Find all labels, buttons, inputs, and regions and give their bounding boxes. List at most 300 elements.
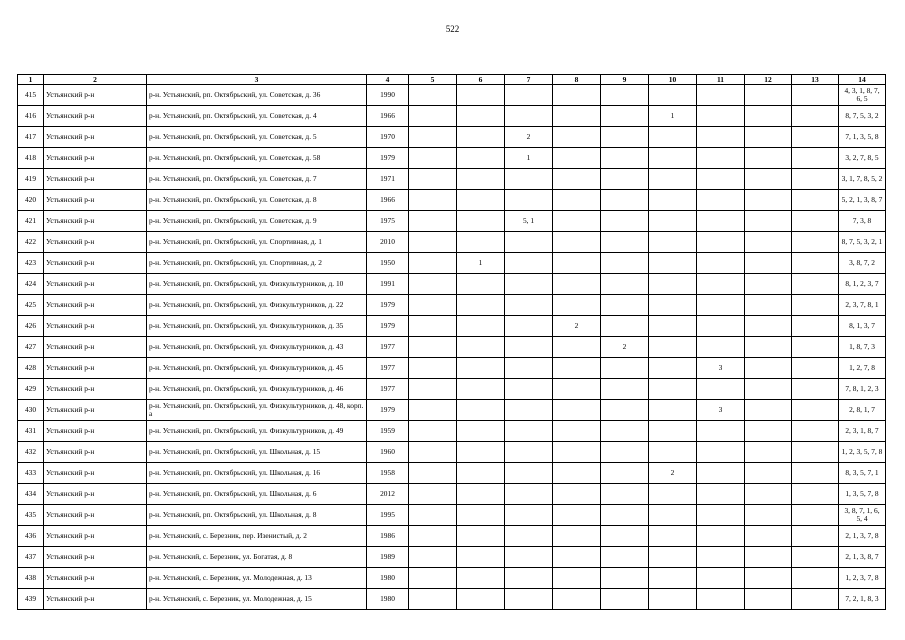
col13-cell [792, 211, 839, 232]
col11-cell [697, 442, 745, 463]
district-cell: Устьянский р-н [44, 463, 147, 484]
address-cell: р-н. Устьянский, рп. Октябрьский, ул. Спортивная, д. 1 [147, 232, 367, 253]
col8-cell [553, 589, 601, 610]
column-header-10: 10 [649, 75, 697, 85]
col12-cell [745, 148, 792, 169]
col5-cell [409, 379, 457, 400]
col13-cell [792, 421, 839, 442]
row-number-cell: 438 [18, 568, 44, 589]
col12-cell [745, 547, 792, 568]
col5-cell [409, 442, 457, 463]
table-row [18, 316, 886, 337]
col10-cell [649, 85, 697, 106]
col10-cell [649, 358, 697, 379]
col6-cell [457, 505, 505, 526]
column-header-11: 11 [697, 75, 745, 85]
year-cell: 1980 [367, 589, 409, 610]
col11-cell [697, 379, 745, 400]
col12-cell [745, 127, 792, 148]
data-table [17, 74, 886, 610]
col10-cell [649, 169, 697, 190]
col9-cell [601, 127, 649, 148]
district-cell: Устьянский р-н [44, 232, 147, 253]
col7-cell [505, 379, 553, 400]
address-cell: р-н. Устьянский, рп. Октябрьский, ул. Физкультурников, д. 10 [147, 274, 367, 295]
year-cell: 1975 [367, 211, 409, 232]
district-cell: Устьянский р-н [44, 442, 147, 463]
col13-cell [792, 484, 839, 505]
col9-cell: 2 [601, 337, 649, 358]
table-row [18, 379, 886, 400]
district-cell: Устьянский р-н [44, 148, 147, 169]
col13-cell [792, 589, 839, 610]
col5-cell [409, 463, 457, 484]
col6-cell [457, 526, 505, 547]
district-cell: Устьянский р-н [44, 358, 147, 379]
col7-cell [505, 400, 553, 421]
col10-cell [649, 211, 697, 232]
col8-cell [553, 547, 601, 568]
table-row [18, 526, 886, 547]
col14-cell: 3, 8, 7, 2 [839, 253, 886, 274]
col7-cell [505, 232, 553, 253]
column-header-1: 1 [18, 75, 44, 85]
row-number-cell: 429 [18, 379, 44, 400]
col13-cell [792, 295, 839, 316]
col5-cell [409, 421, 457, 442]
col6-cell [457, 547, 505, 568]
col14-cell: 1, 2, 7, 8 [839, 358, 886, 379]
col5-cell [409, 295, 457, 316]
col10-cell [649, 568, 697, 589]
col14-cell: 8, 1, 3, 7 [839, 316, 886, 337]
district-cell: Устьянский р-н [44, 106, 147, 127]
col12-cell [745, 106, 792, 127]
col7-cell [505, 316, 553, 337]
row-number-cell: 439 [18, 589, 44, 610]
row-number-cell: 428 [18, 358, 44, 379]
col12-cell [745, 85, 792, 106]
col14-cell: 3, 2, 7, 8, 5 [839, 148, 886, 169]
row-number-cell: 416 [18, 106, 44, 127]
col5-cell [409, 358, 457, 379]
col6-cell [457, 568, 505, 589]
col7-cell [505, 85, 553, 106]
col11-cell [697, 484, 745, 505]
col13-cell [792, 505, 839, 526]
col6-cell [457, 127, 505, 148]
col7-cell [505, 505, 553, 526]
column-header-7: 7 [505, 75, 553, 85]
col11-cell [697, 190, 745, 211]
district-cell: Устьянский р-н [44, 484, 147, 505]
col9-cell [601, 211, 649, 232]
col12-cell [745, 274, 792, 295]
col9-cell [601, 442, 649, 463]
col6-cell [457, 421, 505, 442]
col9-cell [601, 316, 649, 337]
col12-cell [745, 421, 792, 442]
col9-cell [601, 190, 649, 211]
district-cell: Устьянский р-н [44, 169, 147, 190]
address-cell: р-н. Устьянский, рп. Октябрьский, ул. Физкультурников, д. 43 [147, 337, 367, 358]
row-number-cell: 417 [18, 127, 44, 148]
address-cell: р-н. Устьянский, рп. Октябрьский, ул. Физкультурников, д. 22 [147, 295, 367, 316]
col9-cell [601, 274, 649, 295]
col6-cell [457, 484, 505, 505]
col14-cell: 7, 8, 1, 2, 3 [839, 379, 886, 400]
row-number-cell: 421 [18, 211, 44, 232]
col6-cell [457, 190, 505, 211]
col7-cell [505, 190, 553, 211]
col11-cell [697, 568, 745, 589]
col14-cell: 2, 3, 7, 8, 1 [839, 295, 886, 316]
col14-cell: 2, 1, 3, 8, 7 [839, 547, 886, 568]
col11-cell [697, 106, 745, 127]
year-cell: 1970 [367, 127, 409, 148]
col8-cell [553, 463, 601, 484]
col8-cell [553, 169, 601, 190]
col13-cell [792, 400, 839, 421]
col11-cell [697, 232, 745, 253]
col11-cell [697, 295, 745, 316]
col9-cell [601, 85, 649, 106]
district-cell: Устьянский р-н [44, 547, 147, 568]
col5-cell [409, 253, 457, 274]
col8-cell [553, 484, 601, 505]
row-number-cell: 418 [18, 148, 44, 169]
year-cell: 1977 [367, 379, 409, 400]
col11-cell [697, 337, 745, 358]
col8-cell [553, 274, 601, 295]
col9-cell [601, 589, 649, 610]
col9-cell [601, 169, 649, 190]
col8-cell [553, 400, 601, 421]
col5-cell [409, 547, 457, 568]
address-cell: р-н. Устьянский, с. Березник, ул. Молодежная, д. 13 [147, 568, 367, 589]
district-cell: Устьянский р-н [44, 274, 147, 295]
col10-cell [649, 232, 697, 253]
col7-cell [505, 526, 553, 547]
row-number-cell: 433 [18, 463, 44, 484]
col8-cell [553, 505, 601, 526]
row-number-cell: 426 [18, 316, 44, 337]
col12-cell [745, 169, 792, 190]
table-row [18, 589, 886, 610]
col11-cell [697, 169, 745, 190]
address-cell: р-н. Устьянский, рп. Октябрьский, ул. Физкультурников, д. 35 [147, 316, 367, 337]
col6-cell [457, 232, 505, 253]
address-cell: р-н. Устьянский, рп. Октябрьский, ул. Советская, д. 9 [147, 211, 367, 232]
col12-cell [745, 316, 792, 337]
col13-cell [792, 526, 839, 547]
col6-cell [457, 316, 505, 337]
address-cell: р-н. Устьянский, рп. Октябрьский, ул. Советская, д. 7 [147, 169, 367, 190]
table-row [18, 358, 886, 379]
col5-cell [409, 400, 457, 421]
col5-cell [409, 169, 457, 190]
col14-cell: 1, 2, 3, 5, 7, 8 [839, 442, 886, 463]
col5-cell [409, 568, 457, 589]
col14-cell: 3, 8, 7, 1, 6, 5, 4 [839, 505, 886, 526]
col5-cell [409, 232, 457, 253]
col13-cell [792, 106, 839, 127]
col14-cell: 1, 2, 3, 7, 8 [839, 568, 886, 589]
address-cell: р-н. Устьянский, с. Березник, ул. Молодежная, д. 15 [147, 589, 367, 610]
col11-cell [697, 127, 745, 148]
col9-cell [601, 232, 649, 253]
col5-cell [409, 106, 457, 127]
column-header-9: 9 [601, 75, 649, 85]
col10-cell [649, 379, 697, 400]
table-row [18, 274, 886, 295]
col10-cell [649, 421, 697, 442]
district-cell: Устьянский р-н [44, 505, 147, 526]
col6-cell [457, 400, 505, 421]
district-cell: Устьянский р-н [44, 127, 147, 148]
col11-cell [697, 589, 745, 610]
address-cell: р-н. Устьянский, рп. Октябрьский, ул. Физкультурников, д. 48, корп. а [147, 400, 367, 421]
column-header-13: 13 [792, 75, 839, 85]
address-cell: р-н. Устьянский, рп. Октябрьский, ул. Школьная, д. 8 [147, 505, 367, 526]
col8-cell: 2 [553, 316, 601, 337]
col14-cell: 7, 1, 3, 5, 8 [839, 127, 886, 148]
col10-cell [649, 526, 697, 547]
col8-cell [553, 526, 601, 547]
col7-cell: 5, 1 [505, 211, 553, 232]
col9-cell [601, 295, 649, 316]
column-header-5: 5 [409, 75, 457, 85]
col12-cell [745, 568, 792, 589]
col11-cell [697, 316, 745, 337]
col8-cell [553, 106, 601, 127]
col12-cell [745, 211, 792, 232]
row-number-cell: 430 [18, 400, 44, 421]
col11-cell [697, 463, 745, 484]
row-number-cell: 422 [18, 232, 44, 253]
year-cell: 1979 [367, 316, 409, 337]
col12-cell [745, 589, 792, 610]
col9-cell [601, 505, 649, 526]
table-row [18, 85, 886, 106]
col8-cell [553, 232, 601, 253]
table-row [18, 148, 886, 169]
table-row [18, 253, 886, 274]
year-cell: 1977 [367, 358, 409, 379]
col10-cell [649, 484, 697, 505]
col14-cell: 8, 7, 5, 3, 2 [839, 106, 886, 127]
col14-cell: 5, 2, 1, 3, 8, 7 [839, 190, 886, 211]
col7-cell [505, 547, 553, 568]
district-cell: Устьянский р-н [44, 211, 147, 232]
year-cell: 1979 [367, 400, 409, 421]
col9-cell [601, 568, 649, 589]
year-cell: 2012 [367, 484, 409, 505]
col8-cell [553, 148, 601, 169]
table-row [18, 295, 886, 316]
col13-cell [792, 232, 839, 253]
address-cell: р-н. Устьянский, рп. Октябрьский, ул. Советская, д. 58 [147, 148, 367, 169]
col14-cell: 3, 1, 7, 8, 5, 2 [839, 169, 886, 190]
address-cell: р-н. Устьянский, рп. Октябрьский, ул. Советская, д. 8 [147, 190, 367, 211]
col7-cell [505, 337, 553, 358]
col6-cell [457, 274, 505, 295]
col13-cell [792, 169, 839, 190]
col14-cell: 8, 1, 2, 3, 7 [839, 274, 886, 295]
col7-cell [505, 169, 553, 190]
address-cell: р-н. Устьянский, с. Березник, пер. Изенистый, д. 2 [147, 526, 367, 547]
year-cell: 1966 [367, 190, 409, 211]
col10-cell [649, 442, 697, 463]
district-cell: Устьянский р-н [44, 295, 147, 316]
address-cell: р-н. Устьянский, рп. Октябрьский, ул. Физкультурников, д. 49 [147, 421, 367, 442]
col5-cell [409, 148, 457, 169]
year-cell: 2010 [367, 232, 409, 253]
row-number-cell: 432 [18, 442, 44, 463]
col7-cell [505, 295, 553, 316]
col9-cell [601, 421, 649, 442]
address-cell: р-н. Устьянский, рп. Октябрьский, ул. Школьная, д. 15 [147, 442, 367, 463]
year-cell: 1989 [367, 547, 409, 568]
col13-cell [792, 337, 839, 358]
address-cell: р-н. Устьянский, рп. Октябрьский, ул. Советская, д. 36 [147, 85, 367, 106]
col9-cell [601, 106, 649, 127]
col9-cell [601, 484, 649, 505]
col7-cell [505, 463, 553, 484]
year-cell: 1995 [367, 505, 409, 526]
table-row [18, 442, 886, 463]
table-row [18, 505, 886, 526]
district-cell: Устьянский р-н [44, 400, 147, 421]
col10-cell [649, 400, 697, 421]
col7-cell [505, 568, 553, 589]
district-cell: Устьянский р-н [44, 589, 147, 610]
col7-cell [505, 442, 553, 463]
col8-cell [553, 421, 601, 442]
address-cell: р-н. Устьянский, рп. Октябрьский, ул. Физкультурников, д. 45 [147, 358, 367, 379]
col8-cell [553, 295, 601, 316]
col6-cell [457, 337, 505, 358]
col12-cell [745, 190, 792, 211]
col13-cell [792, 568, 839, 589]
col7-cell [505, 253, 553, 274]
column-header-14: 14 [839, 75, 886, 85]
col5-cell [409, 316, 457, 337]
col12-cell [745, 442, 792, 463]
col13-cell [792, 547, 839, 568]
col14-cell: 7, 2, 1, 8, 3 [839, 589, 886, 610]
year-cell: 1950 [367, 253, 409, 274]
col13-cell [792, 127, 839, 148]
address-cell: р-н. Устьянский, с. Березник, ул. Богатая, д. 8 [147, 547, 367, 568]
col13-cell [792, 253, 839, 274]
district-cell: Устьянский р-н [44, 421, 147, 442]
col10-cell [649, 337, 697, 358]
col9-cell [601, 358, 649, 379]
col11-cell [697, 211, 745, 232]
col12-cell [745, 253, 792, 274]
col6-cell [457, 148, 505, 169]
district-cell: Устьянский р-н [44, 190, 147, 211]
table-row [18, 232, 886, 253]
col12-cell [745, 358, 792, 379]
col10-cell [649, 190, 697, 211]
col9-cell [601, 379, 649, 400]
col5-cell [409, 211, 457, 232]
table-row [18, 463, 886, 484]
col9-cell [601, 463, 649, 484]
col10-cell [649, 148, 697, 169]
col13-cell [792, 316, 839, 337]
col6-cell [457, 379, 505, 400]
col14-cell: 2, 1, 3, 7, 8 [839, 526, 886, 547]
col11-cell [697, 274, 745, 295]
col9-cell [601, 253, 649, 274]
col6-cell [457, 85, 505, 106]
col8-cell [553, 127, 601, 148]
col5-cell [409, 505, 457, 526]
header-row [18, 75, 886, 85]
column-header-4: 4 [367, 75, 409, 85]
address-cell: р-н. Устьянский, рп. Октябрьский, ул. Школьная, д. 16 [147, 463, 367, 484]
address-cell: р-н. Устьянский, рп. Октябрьский, ул. Физкультурников, д. 46 [147, 379, 367, 400]
col13-cell [792, 85, 839, 106]
col8-cell [553, 442, 601, 463]
col7-cell: 1 [505, 148, 553, 169]
col5-cell [409, 484, 457, 505]
year-cell: 1979 [367, 148, 409, 169]
col5-cell [409, 589, 457, 610]
page-number: 522 [445, 24, 460, 34]
table-row [18, 106, 886, 127]
col5-cell [409, 85, 457, 106]
column-header-8: 8 [553, 75, 601, 85]
row-number-cell: 437 [18, 547, 44, 568]
col10-cell: 2 [649, 463, 697, 484]
row-number-cell: 425 [18, 295, 44, 316]
table-row [18, 568, 886, 589]
col6-cell [457, 106, 505, 127]
col12-cell [745, 400, 792, 421]
year-cell: 1960 [367, 442, 409, 463]
col13-cell [792, 358, 839, 379]
col6-cell [457, 463, 505, 484]
col12-cell [745, 337, 792, 358]
table-row [18, 211, 886, 232]
col8-cell [553, 211, 601, 232]
col5-cell [409, 337, 457, 358]
col10-cell [649, 505, 697, 526]
row-number-cell: 424 [18, 274, 44, 295]
col11-cell [697, 547, 745, 568]
col8-cell [553, 568, 601, 589]
col12-cell [745, 463, 792, 484]
col6-cell: 1 [457, 253, 505, 274]
col14-cell: 4, 3, 1, 8, 7, 6, 5 [839, 85, 886, 106]
col10-cell [649, 127, 697, 148]
row-number-cell: 434 [18, 484, 44, 505]
row-number-cell: 431 [18, 421, 44, 442]
district-cell: Устьянский р-н [44, 379, 147, 400]
col6-cell [457, 169, 505, 190]
col14-cell: 8, 7, 5, 3, 2, 1 [839, 232, 886, 253]
col7-cell [505, 421, 553, 442]
col13-cell [792, 379, 839, 400]
col12-cell [745, 505, 792, 526]
col8-cell [553, 85, 601, 106]
year-cell: 1958 [367, 463, 409, 484]
year-cell: 1966 [367, 106, 409, 127]
